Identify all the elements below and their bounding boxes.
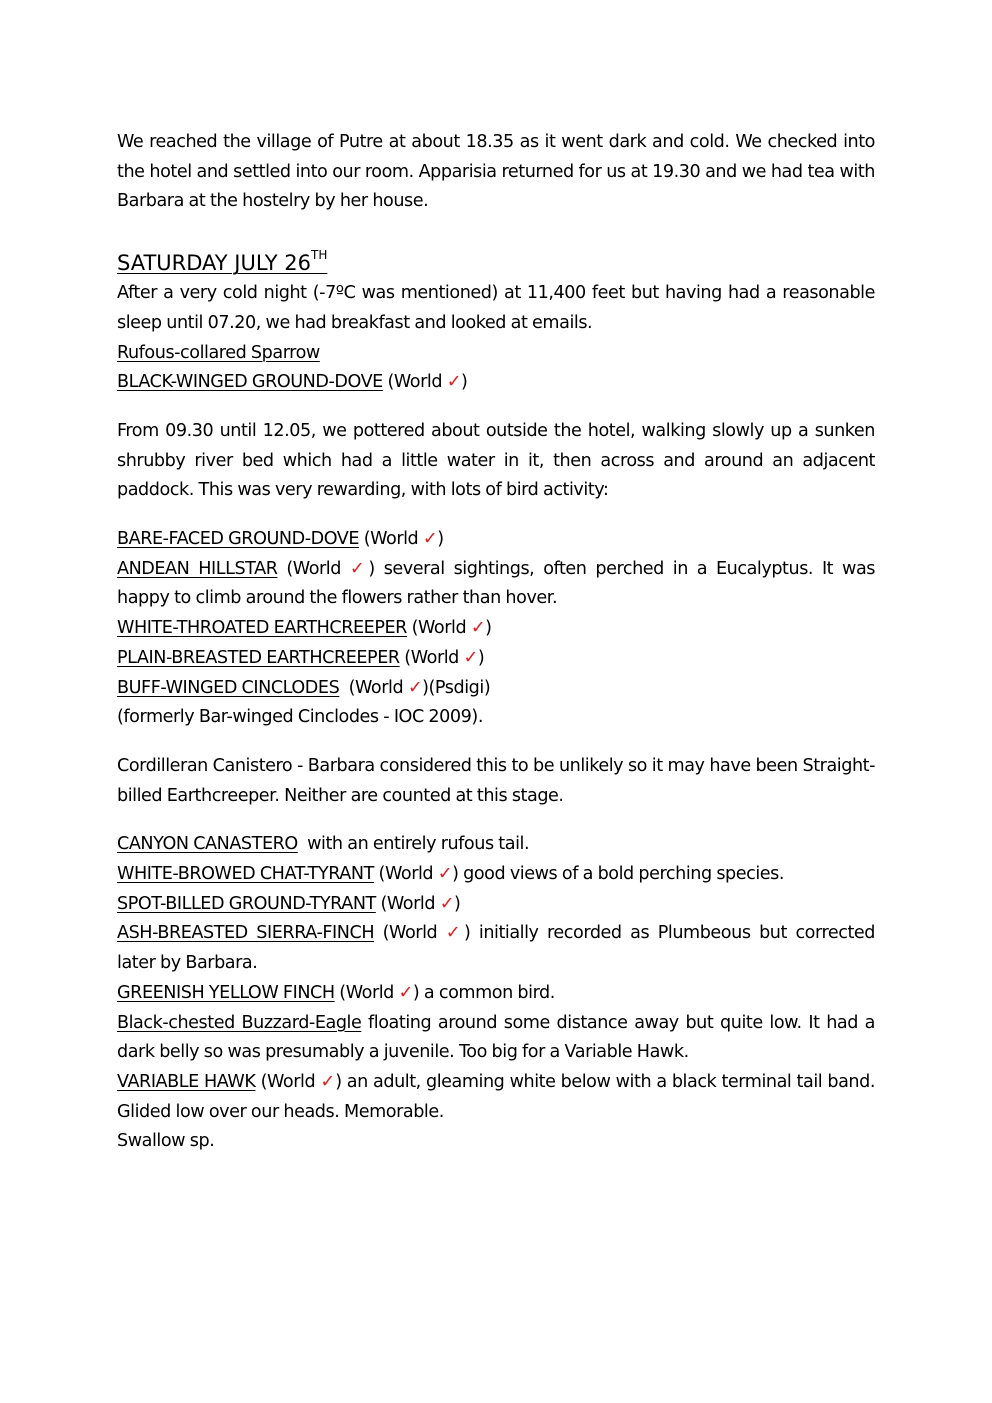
world-label: (World (374, 923, 446, 944)
world-label: (World (373, 864, 438, 885)
sighting-black-chested-buzzard-eagle (117, 1009, 875, 1068)
document-page (117, 128, 875, 1157)
sighting-swallow: Swallow sp. (117, 1131, 215, 1152)
date-heading-text: SATURDAY JULY 26 (117, 251, 311, 276)
species-name: WHITE-THROATED EARTHCREEPER (117, 618, 407, 639)
date-heading-underlined (117, 248, 328, 276)
sighting-white-browed-chat-tyrant (117, 860, 875, 890)
sighting-ash-breasted-sierra-finch (117, 919, 875, 978)
paragraph-arrival: We reached the village of Putre at about 18.35 as it went dark and cold. We checked into the hotel and settled into our room. Apparisia returned for us at 19.30 and we had tea with Barbara at the hostelry by her house. (117, 132, 875, 212)
sighting-note: )(Psdigi) (422, 677, 491, 698)
world-label: (World (406, 618, 471, 639)
species-name: PLAIN-BREASTED EARTHCREEPER (117, 647, 400, 668)
sighting-bare-faced-ground-dove (117, 525, 875, 555)
red-tick-icon: ✓ (320, 1071, 336, 1092)
world-label: (World (255, 1071, 321, 1092)
species-name: ANDEAN HILLSTAR (117, 558, 278, 579)
species-name: Rufous-collared Sparrow (117, 342, 320, 363)
species-name: SPOT-BILLED GROUND-TYRANT (117, 893, 376, 914)
world-label: (World (334, 982, 399, 1003)
world-label: (World (277, 558, 350, 579)
sighting-variable-hawk (117, 1068, 875, 1127)
sighting-plain-breasted-earthcreeper (117, 644, 875, 674)
red-tick-icon: ✓ (349, 558, 369, 579)
sighting-note: ) (485, 618, 492, 639)
red-tick-icon: ✓ (407, 677, 423, 698)
species-name: GREENISH YELLOW FINCH (117, 982, 335, 1003)
red-tick-icon: ✓ (446, 372, 461, 393)
sighting-note: ) several sightings, often perched in a Eucalyptus. It was happy to climb around the flowers rather than hover. (117, 558, 876, 609)
sighting-note: ) (437, 529, 444, 550)
cinclodes-note: (formerly Bar-winged Cinclodes - IOC 2009). (117, 707, 483, 728)
sighting-rufous-collared-sparrow (117, 339, 875, 369)
red-tick-icon: ✓ (422, 529, 438, 550)
species-name: WHITE-BROWED CHAT-TYRANT (117, 864, 374, 885)
species-name: VARIABLE HAWK (117, 1071, 256, 1092)
sighting-note: ) (454, 893, 461, 914)
sighting-note: ) initially recorded as Plumbeous but corrected later by Barbara. (117, 923, 876, 974)
sighting-buff-winged-cinclodes (117, 674, 875, 704)
red-tick-icon: ✓ (445, 923, 464, 944)
sighting-note: ) (461, 372, 468, 393)
species-name: Black-chested Buzzard-Eagle (117, 1012, 362, 1033)
sighting-spot-billed-ground-tyrant (117, 890, 875, 920)
red-tick-icon: ✓ (398, 982, 413, 1003)
sighting-andean-hillstar (117, 555, 875, 614)
world-label: (World (399, 647, 464, 668)
species-name: BUFF-WINGED CINCLODES (117, 677, 340, 698)
sighting-note: floating around some distance away but quite low. It had a dark belly so was presumably a juvenile. Too big for a Variable Hawk. (117, 1012, 875, 1063)
world-label: (World (375, 893, 440, 914)
paragraph-walk: From 09.30 until 12.05, we pottered about outside the hotel, walking slowly up a sunken shrubby river bed which had a little water in it, then across and around an adjacent paddock. This was very rewarding, with lots of bird activity: (117, 420, 875, 501)
sighting-white-throated-earthcreeper (117, 614, 875, 644)
species-name: BARE-FACED GROUND-DOVE (117, 529, 360, 550)
date-heading-suffix: TH (310, 248, 328, 263)
paragraph-morning: After a very cold night (-7ºC was mentioned) at 11,400 feet but having had a reasonable sleep until 07.20, we had breakfast and looked at emails. (117, 283, 875, 333)
sighting-note: with an entirely rufous tail. (297, 834, 530, 855)
sighting-canyon-canastero (117, 830, 875, 860)
sighting-note: ) (477, 647, 485, 668)
date-heading (117, 247, 875, 279)
sighting-note: ) good views of a bold perching species. (452, 864, 785, 885)
species-name: BLACK-WINGED GROUND-DOVE (117, 372, 383, 393)
red-tick-icon: ✓ (470, 618, 486, 639)
sighting-note: ) a common bird. (412, 982, 555, 1003)
sighting-black-winged-ground-dove (117, 368, 875, 398)
paragraph-canistero: Cordilleran Canistero - Barbara considered this to be unlikely so it may have been Straight-billed Earthcreeper. Neither are counted at this stage. (117, 755, 875, 806)
red-tick-icon: ✓ (439, 893, 454, 914)
red-tick-icon: ✓ (437, 864, 453, 885)
red-tick-icon: ✓ (463, 647, 478, 668)
world-label: (World (382, 372, 447, 393)
world-label: (World (339, 677, 408, 698)
species-name: CANYON CANASTERO (117, 834, 298, 855)
world-label: (World (359, 529, 423, 550)
sighting-greenish-yellow-finch (117, 979, 875, 1009)
species-name: ASH-BREASTED SIERRA-FINCH (117, 923, 375, 944)
sighting-note: ) an adult, gleaming white below with a black terminal tail band. Glided low over our heads. Memorable. (117, 1071, 875, 1122)
